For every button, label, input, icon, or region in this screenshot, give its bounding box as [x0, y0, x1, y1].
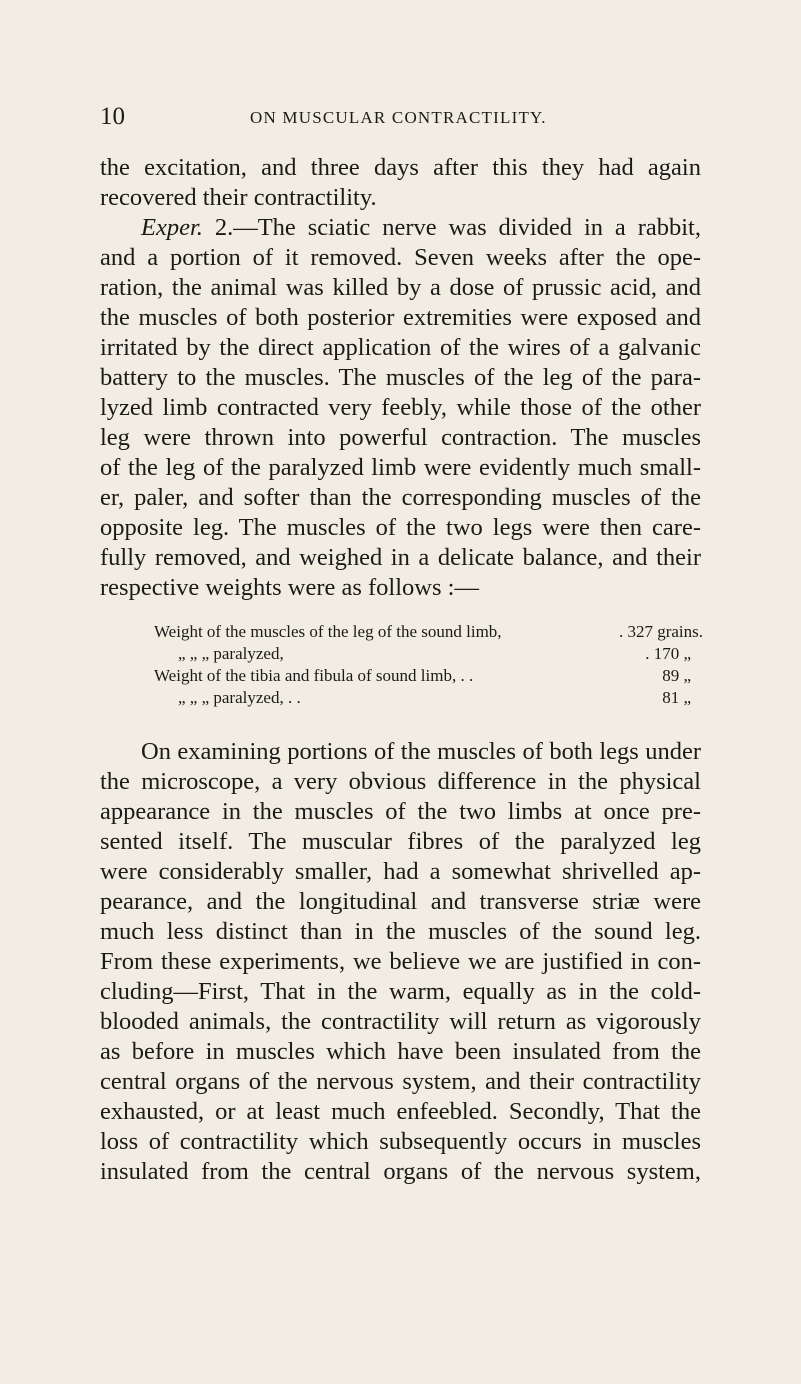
text-line: loss of contractility which subsequently occurs in muscles: [100, 1128, 701, 1155]
text-line: the muscles of both posterior extremities were exposed and: [100, 304, 701, 331]
weight-label: Weight of the tibia and fibula of sound limb, . .: [154, 666, 474, 685]
weight-label: Weight of the muscles of the leg of the sound limb,: [154, 622, 502, 641]
text-line: irritated by the direct application of the wires of a galvanic: [100, 334, 701, 361]
text-line: opposite leg. The muscles of the two legs were then care-: [100, 514, 701, 541]
text-line: insulated from the central organs of the nervous system,: [100, 1158, 701, 1185]
text-line: of the leg of the paralyzed limb were evidently much small-: [100, 454, 701, 481]
table-row: [0, 621, 801, 643]
table-row: [0, 665, 801, 687]
experiment-heading-line: [141, 213, 701, 243]
text-line: From these experiments, we believe we are justified in con-: [100, 948, 701, 975]
text-line: fully removed, and weighed in a delicate balance, and their: [100, 544, 701, 571]
experiment-label: Exper.: [141, 214, 203, 241]
table-row: [0, 643, 801, 665]
text-line: leg were thrown into powerful contraction. The muscles: [100, 424, 701, 451]
text-line: as before in muscles which have been insulated from the: [100, 1038, 701, 1065]
weight-value: . 327 grains.: [618, 622, 703, 641]
text-line: sented itself. The muscular fibres of the paralyzed leg: [100, 828, 701, 855]
text-line: cluding—First, That in the warm, equally as in the cold-: [100, 978, 701, 1005]
experiment-text: 2.—The sciatic nerve was divided in a rabbit,: [202, 214, 701, 241]
text-line: exhausted, or at least much enfeebled. Secondly, That the: [100, 1098, 701, 1125]
text-line: ration, the animal was killed by a dose of prussic acid, and: [100, 274, 701, 301]
text-line: On examining portions of the muscles of both legs under: [141, 738, 701, 765]
text-line: and a portion of it removed. Seven weeks after the ope-: [100, 244, 701, 271]
table-row: [0, 687, 801, 709]
weight-value: . 170 „: [645, 644, 691, 663]
weight-label: „ „ „ paralyzed, . .: [178, 688, 301, 707]
text-line: recovered their contractility.: [100, 184, 377, 211]
text-line: were considerably smaller, had a somewhat shrivelled ap-: [100, 858, 701, 885]
weight-value: 89 „: [662, 666, 691, 685]
page-number: 10: [100, 103, 125, 130]
text-line: appearance in the muscles of the two limbs at once pre-: [100, 798, 701, 825]
text-line: blooded animals, the contractility will return as vigorously: [100, 1008, 701, 1035]
text-line: pearance, and the longitudinal and transverse striæ were: [100, 888, 701, 915]
text-line: the excitation, and three days after this they had again: [100, 154, 701, 181]
text-line: er, paler, and softer than the corresponding muscles of the: [100, 484, 701, 511]
text-line: respective weights were as follows :—: [100, 574, 479, 601]
text-line: lyzed limb contracted very feebly, while those of the other: [100, 394, 701, 421]
page-header: [100, 103, 740, 133]
weight-label: „ „ „ paralyzed,: [178, 644, 284, 663]
text-line: battery to the muscles. The muscles of the leg of the para-: [100, 364, 701, 391]
text-line: much less distinct than in the muscles of the sound leg.: [100, 918, 701, 945]
text-line: the microscope, a very obvious difference in the physical: [100, 768, 701, 795]
running-title: ON MUSCULAR CONTRACTILITY.: [250, 108, 547, 127]
text-line: central organs of the nervous system, and their contractility: [100, 1068, 701, 1095]
weight-value: 81 „: [662, 688, 691, 707]
